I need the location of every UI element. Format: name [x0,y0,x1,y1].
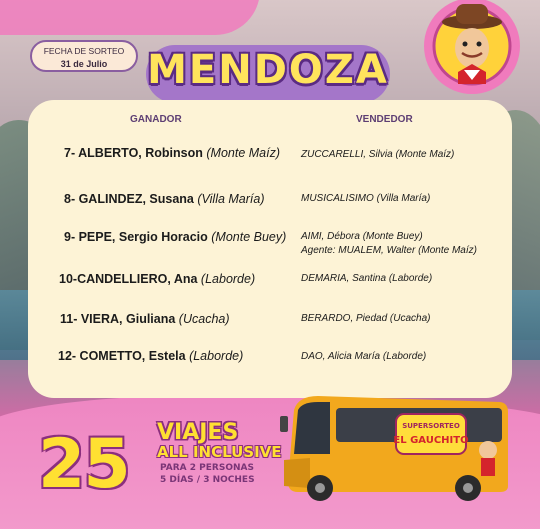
winner-place: (Villa María) [193,192,265,206]
draw-date-badge [30,40,138,72]
seller-line: ZUCCARELLI, Silvia (Monte Maíz) [301,149,455,160]
seller-line: DAO, Alicia María (Laborde) [301,351,427,362]
seller-agent-line: Agente: MUALEM, Walter (Monte Maíz) [301,245,477,256]
winner-place: (Ucacha) [175,312,230,326]
winner-name: 10-CANDELLIERO, Ana [59,272,198,286]
pink-banner-top [0,0,260,35]
winner-name: 7- ALBERTO, Robinson [64,146,203,160]
bus-logo-line2: EL GAUCHITO [393,435,469,446]
promo-duration: 5 DÍAS / 3 NOCHES [160,475,255,485]
seller-entry [301,230,477,258]
winner-entry [64,230,286,244]
promo-trips-label: VIAJES [157,420,239,445]
promo-all-inclusive: ALL INCLUSIVE [157,443,282,461]
promo-trip-count: 25 [38,425,129,504]
seller-line: AIMI, Débora (Monte Buey) [301,231,423,242]
winner-place: (Monte Buey) [207,230,287,244]
winner-name: 9- PEPE, Sergio Horacio [64,230,208,244]
seller-line: MUSICALISIMO (Villa María) [301,193,431,204]
draw-date-label: FECHA DE SORTEO [43,46,125,56]
seller-entry [301,148,454,162]
winner-entry [58,349,243,363]
winner-place: (Laborde) [197,272,256,286]
winner-entry [64,192,265,206]
column-header-winner: GANADOR [130,114,182,125]
bus-icon [278,388,510,510]
winner-entry [59,272,255,286]
winner-place: (Laborde) [185,349,244,363]
winner-name: 8- GALINDEZ, Susana [64,192,194,206]
winner-entry [64,146,280,160]
seller-entry [301,272,432,286]
winner-name: 11- VIERA, Giuliana [60,312,176,326]
column-header-seller: VENDEDOR [356,114,413,125]
seller-entry [301,192,430,206]
winner-name: 12- COMETTO, Estela [58,349,186,363]
gaucho-mascot-icon [410,0,530,100]
seller-line: BERARDO, Piedad (Ucacha) [301,313,431,324]
promo-people: PARA 2 PERSONAS [160,463,254,473]
page-title: MENDOZA [147,47,389,93]
seller-line: DEMARIA, Santina (Laborde) [301,273,433,284]
winner-entry [60,312,230,326]
draw-date-value: 31 de Julio [60,59,108,69]
bus-logo-line1: SUPERSORTEO [402,422,460,430]
winner-place: (Monte Maíz) [202,146,280,160]
seller-entry [301,350,426,364]
seller-entry [301,312,431,326]
